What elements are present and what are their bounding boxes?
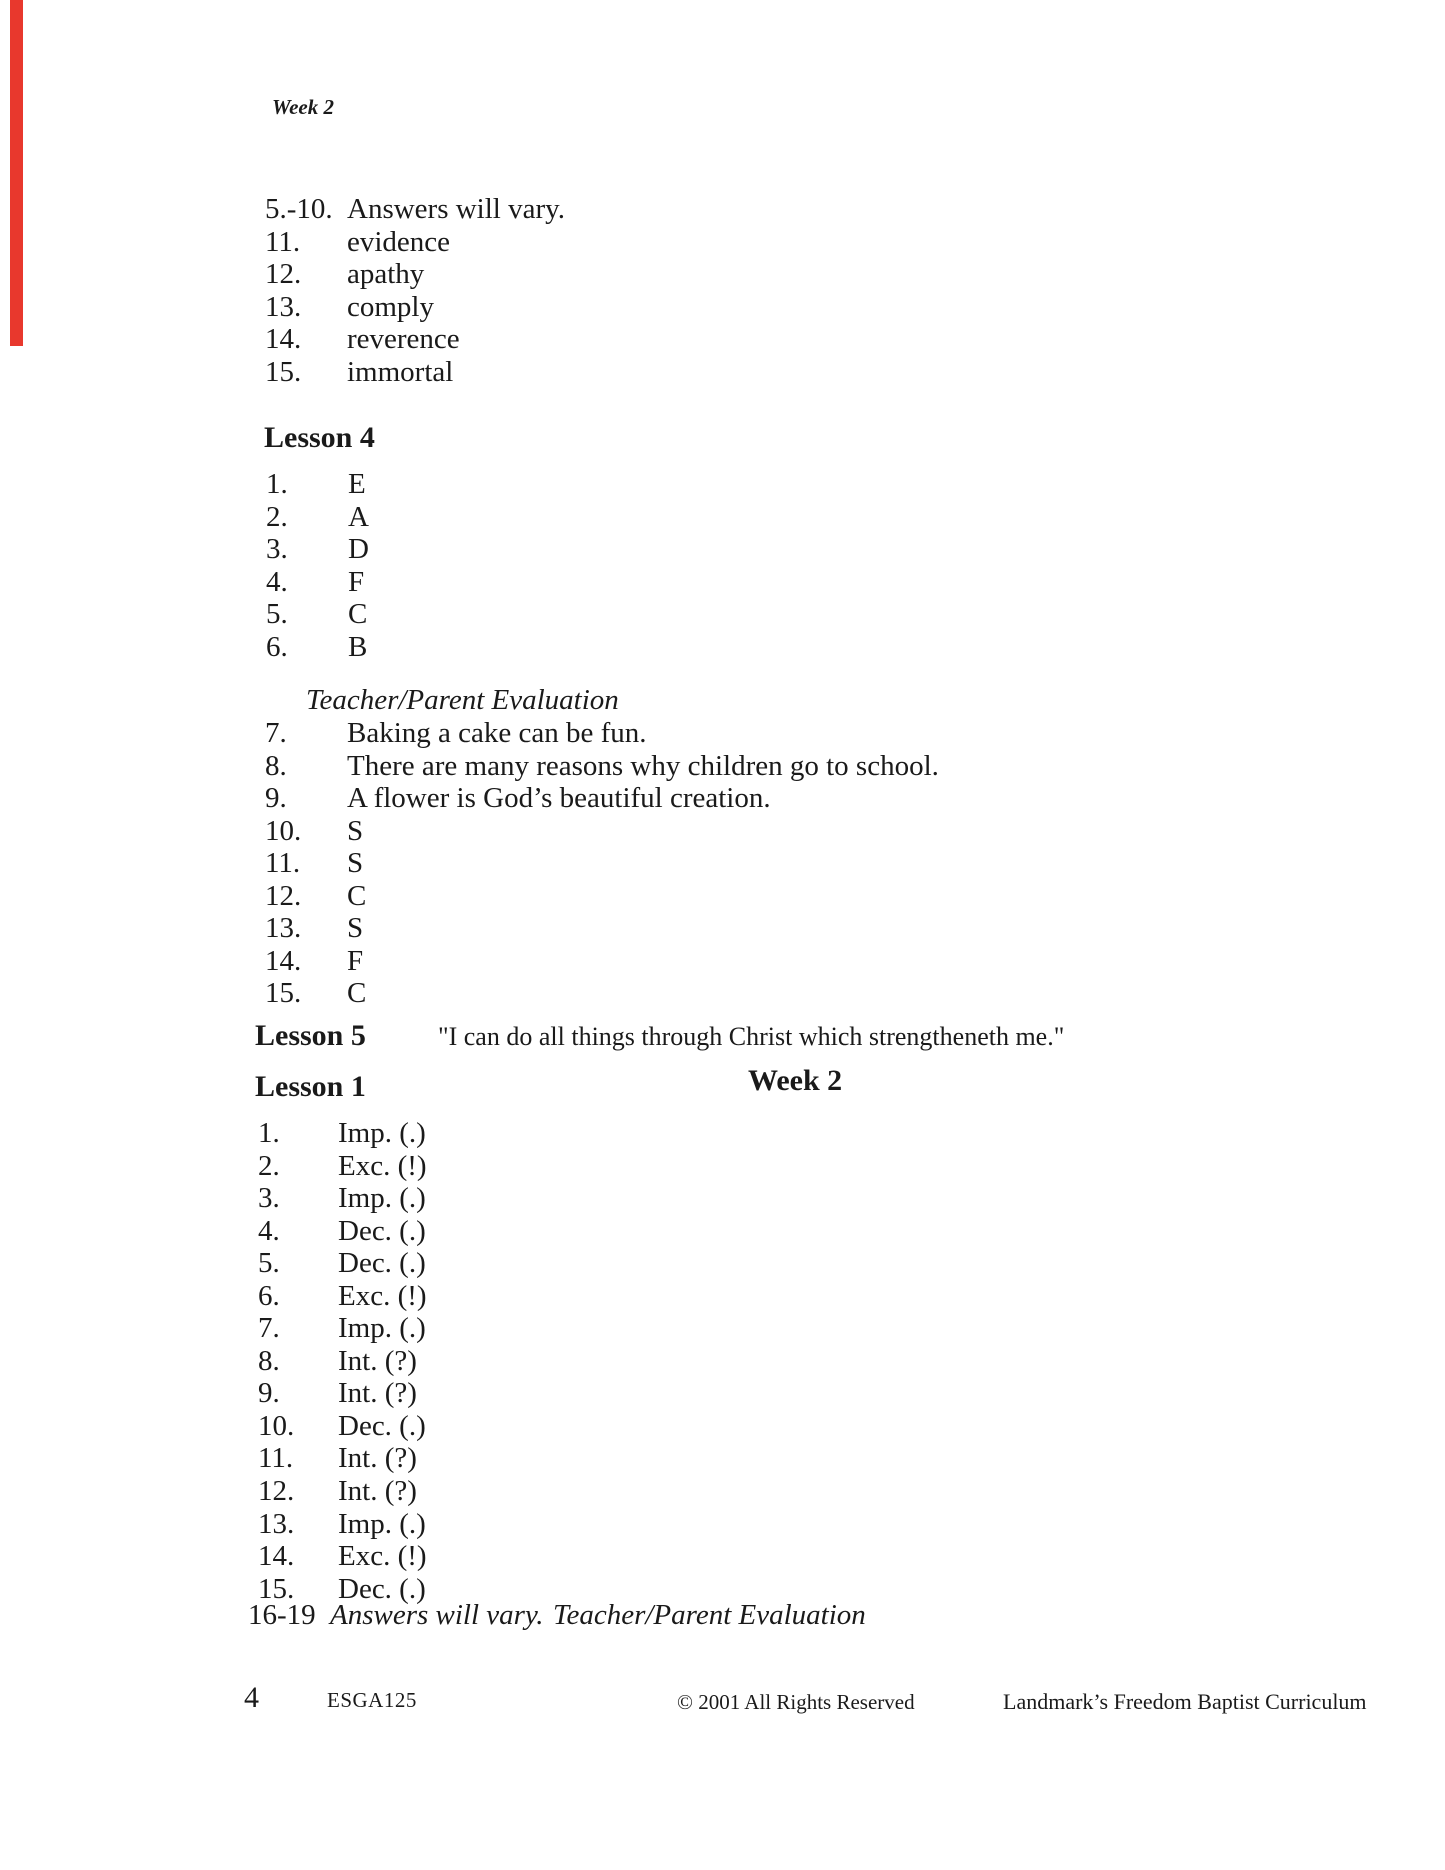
list-item-answer: reverence [347, 323, 460, 356]
range-evaluation-label: Teacher/Parent Evaluation [553, 1599, 866, 1631]
list-item-answer: C [347, 977, 367, 1010]
list-item-answer: Exc. (!) [338, 1149, 427, 1182]
list-item-answer: Int. (?) [338, 1442, 417, 1475]
scan-artifact-red-stripe [10, 0, 23, 346]
list-item-answer: Exc. (!) [338, 1540, 427, 1573]
lesson5-heading: Lesson 5 [255, 1019, 366, 1052]
list-item-answer: Imp. (.) [338, 1117, 426, 1149]
list-item-answer: S [347, 814, 364, 847]
list-item-answer: B [348, 630, 368, 663]
list-item-num: 5.-10. [265, 193, 333, 225]
lesson4-heading: Lesson 4 [264, 421, 375, 454]
list-item-answer: apathy [347, 258, 425, 291]
list-item-answer: Dec. (.) [338, 1214, 426, 1247]
list-item-num: 15. [265, 355, 302, 388]
lesson1-heading: Lesson 1 [255, 1070, 366, 1103]
list-item-num: 8. [265, 749, 287, 782]
list-item-num: 14. [258, 1540, 295, 1573]
list-item-answer: evidence [347, 225, 451, 258]
range-number: 16-19 [248, 1599, 316, 1631]
footer-copyright: © 2001 All Rights Reserved [677, 1690, 915, 1714]
list-item-num: 9. [265, 782, 287, 815]
list-item-num: 5. [266, 598, 288, 631]
footer-page-number: 4 [244, 1681, 259, 1714]
list-item-answer: C [348, 598, 368, 631]
list-item-num: 9. [258, 1377, 280, 1410]
week2-heading: Week 2 [748, 1064, 843, 1097]
list-item-answer: Dec. (.) [338, 1247, 426, 1280]
list-item-num: 2. [258, 1149, 280, 1182]
range-answer-line [0, 1599, 1445, 1633]
list-item-num: 15. [265, 977, 302, 1010]
list-item-num: 2. [266, 500, 288, 533]
list-item-num: 12. [265, 258, 302, 291]
list-item-num: 11. [258, 1442, 294, 1475]
list-item-answer: Int. (?) [338, 1344, 417, 1377]
list-item-answer: Int. (?) [338, 1475, 417, 1508]
list-item-answer: Dec. (.) [338, 1409, 426, 1442]
list-item-num: 3. [258, 1182, 280, 1215]
list-item-num: 13. [265, 912, 302, 945]
list-item-num: 1. [266, 468, 288, 500]
list-item-num: 7. [258, 1312, 280, 1345]
list-item-num: 12. [258, 1475, 295, 1508]
lesson5-memory-verse: "I can do all things through Christ which strengtheneth me." [438, 1022, 1065, 1051]
list-item-num: 6. [266, 630, 288, 663]
footer-course-code: ESGA125 [327, 1688, 417, 1712]
list-item-answer: C [347, 879, 367, 912]
list-item-answer: comply [347, 290, 434, 323]
list-item-num: 5. [258, 1247, 280, 1280]
list-item-answer: Imp. (.) [338, 1507, 426, 1540]
list-item-answer: Int. (?) [338, 1377, 417, 1410]
list-item-answer: Imp. (.) [338, 1312, 426, 1345]
list-item-num: 13. [258, 1507, 295, 1540]
teacher-parent-evaluation-label: Teacher/Parent Evaluation [306, 684, 619, 716]
list-item-answer: Dec. (.) [338, 1572, 426, 1605]
list-item-answer: D [348, 533, 369, 566]
list-item-answer: F [348, 565, 365, 598]
list-item-num: 13. [265, 290, 302, 323]
list-item-answer: S [347, 912, 364, 945]
list-item-num: 12. [265, 879, 302, 912]
list-item-answer: Answers will vary. [347, 193, 565, 225]
range-note: Answers will vary. [330, 1599, 544, 1631]
list-item-answer: A flower is God’s beautiful creation. [347, 782, 771, 815]
list-item-num: 1. [258, 1117, 280, 1149]
list-item-answer: Baking a cake can be fun. [347, 717, 647, 749]
list-item-answer: Exc. (!) [338, 1279, 427, 1312]
list-item-num: 4. [266, 565, 288, 598]
list-item-num: 7. [265, 717, 287, 749]
footer-publisher: Landmark’s Freedom Baptist Curriculum [1003, 1689, 1367, 1714]
list-item-num: 11. [265, 847, 301, 880]
list-item-num: 15. [258, 1572, 295, 1605]
list-item-answer: A [348, 500, 369, 533]
list-item-answer: F [347, 944, 364, 977]
list-item-answer: S [347, 847, 364, 880]
list-item-answer: E [348, 468, 366, 500]
list-item-num: 6. [258, 1279, 280, 1312]
list-item-num: 14. [265, 944, 302, 977]
list-item-answer: Imp. (.) [338, 1182, 426, 1215]
list-item-answer: There are many reasons why children go to school. [347, 749, 939, 782]
list-item-num: 4. [258, 1214, 280, 1247]
list-item-num: 11. [265, 225, 301, 258]
list-item-answer: immortal [347, 355, 454, 388]
page-footer [0, 1680, 1445, 1725]
list-item-num: 10. [265, 814, 302, 847]
list-item-num: 10. [258, 1409, 295, 1442]
list-item-num: 14. [265, 323, 302, 356]
list-item-num: 3. [266, 533, 288, 566]
list-item-num: 8. [258, 1344, 280, 1377]
page-header-week: Week 2 [272, 95, 335, 119]
